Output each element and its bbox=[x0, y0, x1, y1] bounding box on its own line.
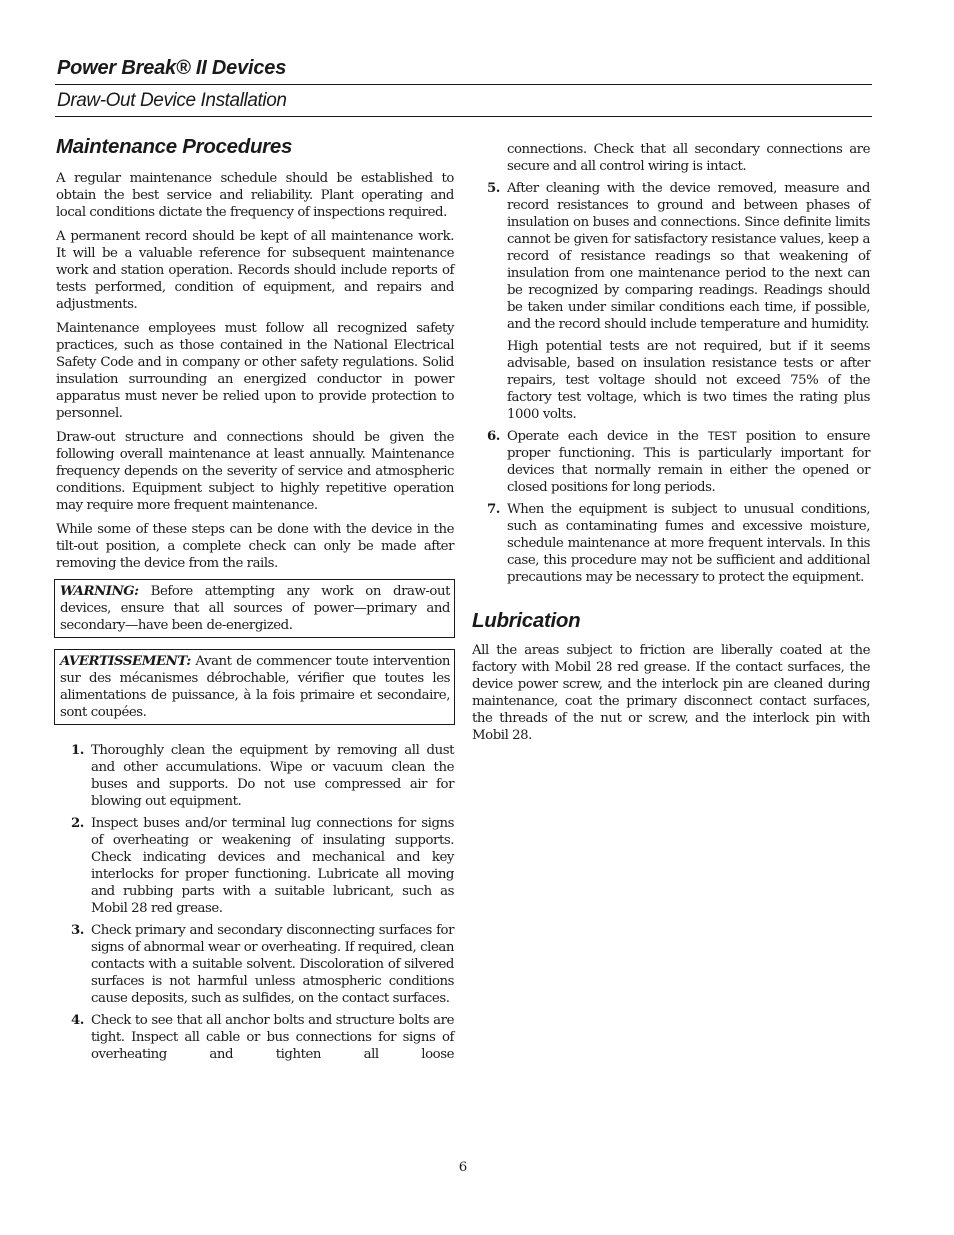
warning-box bbox=[54, 579, 455, 638]
step-number: 6. bbox=[487, 429, 500, 444]
list-item bbox=[56, 815, 454, 917]
header-rule-top bbox=[55, 84, 872, 85]
section-heading-maintenance: Maintenance Procedures bbox=[56, 135, 293, 158]
list-item bbox=[56, 922, 454, 1007]
lubrication-paragraph: All the areas subject to friction are liberally coated at the factory with Mobil 28 red grease. If the contact surfaces, the device power screw, and the interlock pin are cleaned during maintenance, coat the primary disconnect contact surfaces, the threads of the nut or screw, and the interlock pin with Mobil 28. bbox=[472, 643, 870, 743]
step-text: Operate each device in the bbox=[507, 429, 708, 444]
paragraph: Maintenance employees must follow all recognized safety practices, such as those contained in the National Electrical Safety Code and in company or other safety regulations. Solid insulation surrounding an energized conductor in power apparatus must never be relied upon to provide protection to personnel. bbox=[56, 321, 454, 421]
right-column bbox=[472, 141, 870, 751]
step-text-secondary: High potential tests are not required, but if it seems advisable, based on insulation resistance tests or after repairs, test voltage should not exceed 75% of the factory test voltage, which is two times the rating plus 1000 volts. bbox=[507, 339, 870, 422]
paragraph: While some of these steps can be done with the device in the tilt-out position, a complete check can only be made after removing the device from the rails. bbox=[56, 522, 454, 571]
avertissement-label: AVERTISSEMENT: bbox=[60, 654, 191, 669]
paragraph: A permanent record should be kept of all maintenance work. It will be a valuable reference for subsequent maintenance work and station operation. Records should include reports of tests performed, condition of equipment, and repairs and adjustments. bbox=[56, 229, 454, 312]
page-number: 6 bbox=[458, 1160, 468, 1175]
step-text: When the equipment is subject to unusual conditions, such as contaminating fumes and excessive moisture, schedule maintenance at more frequent intervals. In this case, this procedure may not be sufficient and additional precautions may be necessary to protect the equipment. bbox=[507, 502, 870, 585]
list-item bbox=[472, 501, 870, 586]
step-number: 1. bbox=[71, 743, 84, 758]
warning-text: Before attempting any work on draw-out devices, ensure that all sources of power—primary and secondary—have been de-energized. bbox=[60, 584, 450, 633]
step-text: Inspect buses and/or terminal lug connections for signs of overheating or weakening of insulating supports. Check indicating devices and mechanical and key interlocks for proper functioning. Lubricate all moving and rubbing parts with a suitable lubricant, such as Mobil 28 red grease. bbox=[91, 816, 454, 916]
header-rule-bottom bbox=[55, 116, 872, 117]
maintenance-steps-list-continued bbox=[472, 180, 870, 586]
paragraph: A regular maintenance schedule should be established to obtain the best service and reliability. Plant operating and local conditions dictate the frequency of inspections required. bbox=[56, 171, 454, 220]
section-heading-lubrication: Lubrication bbox=[472, 609, 581, 632]
step-text: Thoroughly clean the equipment by removing all dust and other accumulations. Wipe or vacuum clean the buses and supports. Do not use compressed air for blowing out equipment. bbox=[91, 743, 454, 809]
maintenance-steps-list bbox=[56, 742, 454, 1063]
avertissement-text: Avant de commencer toute intervention sur des mécanismes débrochable, vérifier que toutes les alimentations de puissance, à la fois primaire et secondaire, sont coupées. bbox=[60, 654, 450, 720]
step-number: 4. bbox=[71, 1013, 84, 1028]
step-text: Check primary and secondary disconnecting surfaces for signs of abnormal wear or overheating. If required, clean contacts with a suitable solvent. Discoloration of silvered surfaces is not harmful unless atmospheric conditions cause deposits, such as sulfides, on the contact surfaces. bbox=[91, 923, 454, 1006]
step-number: 5. bbox=[487, 181, 500, 196]
step-4-continued: connections. Check that all secondary connections are secure and all control wiring is intact. bbox=[507, 142, 870, 174]
paragraph: Draw-out structure and connections should be given the following overall maintenance at least annually. Maintenance frequency depends on the severity of service and atmospheric conditions. Equipment subject to highly repetitive operation may require more frequent maintenance. bbox=[56, 430, 454, 513]
step-text: After cleaning with the device removed, measure and record resistances to ground and between phases of insulation on buses and connections. Since definite limits cannot be given for satisfactory resistance values, keep a record of resistance readings so that weakening of insulation from one maintenance period to the next can be recognized by comparing readings. Readings should be taken under similar conditions each time, if possible, and the record should include temperature and humidity. bbox=[507, 181, 870, 332]
list-item bbox=[472, 180, 870, 423]
step-number: 3. bbox=[71, 923, 84, 938]
document-title: Power Break® II Devices bbox=[57, 57, 287, 79]
list-item bbox=[56, 742, 454, 810]
step-text: position to ensure proper functioning. This is particularly important for devices that normally remain in either the opened or closed positions for long periods. bbox=[507, 429, 871, 495]
list-item bbox=[472, 428, 870, 496]
document-subtitle: Draw-Out Device Installation bbox=[57, 90, 287, 111]
step-number: 2. bbox=[71, 816, 84, 831]
left-column bbox=[56, 134, 454, 1068]
step-text: Check to see that all anchor bolts and structure bolts are tight. Inspect all cable or bus connections for signs of overheating and tighten all loose bbox=[91, 1013, 454, 1062]
warning-label: WARNING: bbox=[60, 584, 139, 599]
test-position-label: TEST bbox=[707, 429, 737, 443]
list-item bbox=[56, 1012, 454, 1063]
avertissement-box bbox=[54, 649, 455, 725]
step-number: 7. bbox=[487, 502, 500, 517]
